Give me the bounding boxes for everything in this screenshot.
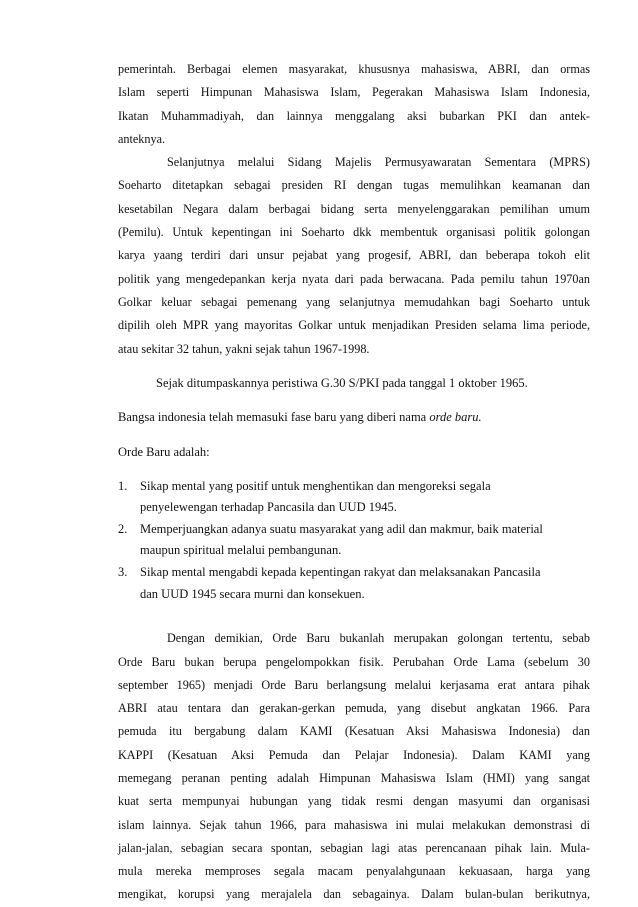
list-item-line: dan UUD 1945 secara murni dan konsekuen. (140, 586, 365, 601)
text-line: (Pemilu). Untuk kepentingan ini Soeharto dkk membentuk organisasi politik golongan (118, 225, 590, 240)
text-line: ABRI atau tentara dan gerakan-gerkan pemuda, yang disebut angkatan 1966. Para (118, 701, 590, 716)
text-line: mengikat, korupsi yang merajalela dan sebagainya. Dalam bulan-bulan berikutnya, (118, 887, 590, 902)
list-number: 3. (118, 565, 128, 580)
list-intro: Orde Baru adalah: (118, 444, 210, 459)
text-line: kesetabilan Negara dalam berbagai bidang serta menyelenggarakan pemilihan umum (118, 201, 590, 216)
text-line: Ikatan Muhammadiyah, dan lainnya menggalang aksi bubarkan PKI dan antek- (118, 108, 590, 123)
text-line: mula mereka memproses segala macam penyalahgunaan kekuasaan, harga yang (118, 864, 590, 879)
text-span: Bangsa indonesia telah memasuki fase baru yang diberi nama (118, 410, 427, 425)
italic-term: orde baru. (429, 410, 482, 425)
section-kami (118, 627, 590, 907)
text-line: dipilih oleh MPR yang mayoritas Golkar untuk menjadikan Presiden selama lima periode, (118, 318, 590, 333)
text-line: Soeharto ditetapkan sebagai presiden RI dengan tugas memulihkan keamanan dan (118, 178, 590, 193)
text-line: politik yang mengedepankan kerja nyata dari pada berwacana. Pada pemilu tahun 1970an (118, 271, 590, 286)
text-line: islam lainnya. Sejak tahun 1966, para mahasiswa ini mulai melakukan demonstrasi di (118, 817, 590, 832)
text-line: Sejak ditumpaskannya peristiwa G.30 S/PKI pada tanggal 1 oktober 1965. (156, 376, 528, 391)
text-line: pemuda itu bergabung dalam KAMI (Kesatuan Aksi Mahasiswa Indonesia) dan (118, 724, 590, 739)
text-line: kuat serta mempunyai hubungan yang tidak resmi dengan masyumi dan organisasi (118, 794, 590, 809)
text-line: Selanjutnya melalui Sidang Majelis Permusyawaratan Sementara (MPRS) (167, 155, 590, 170)
paragraph-gap (118, 605, 590, 627)
list-item-line: penyelewengan terhadap Pancasila dan UUD 1945. (140, 500, 397, 515)
definition-list (118, 476, 590, 606)
text-line: september 1965) menjadi Orde Baru berlangsung melalui kerjasama erat antara pihak (118, 677, 590, 692)
list-item-line: Sikap mental mengabdi kepada kepentingan rakyat dan melaksanakan Pancasila (140, 565, 541, 580)
list-item (118, 519, 590, 562)
list-item-line: Memperjuangkan adanya suatu masyarakat yang adil dan makmur, baik material (140, 521, 543, 536)
text-line: pemerintah. Berbagai elemen masyarakat, khususnya mahasiswa, ABRI, dan ormas (118, 62, 590, 76)
list-item-line: Sikap mental yang positif untuk menghentikan dan mengoreksi segala (140, 478, 491, 493)
list-item-line: maupun spiritual melalui pembangunan. (140, 543, 342, 558)
text-line: Dengan demikian, Orde Baru bukanlah merupakan golongan tertentu, sebab (167, 631, 590, 646)
text-line: anteknya. (118, 131, 166, 146)
section-orde-baru (118, 373, 590, 605)
text-line: Golkar keluar sebagai pemenang yang selanjutnya memudahkan bagi Soeharto untuk (118, 294, 590, 309)
text-line: atau sekitar 32 tahun, yakni sejak tahun 1967-1998. (118, 341, 370, 356)
section-mprs (118, 58, 590, 361)
text-line (118, 407, 590, 429)
list-item (118, 562, 590, 605)
list-number: 1. (118, 478, 128, 493)
text-line: jalan-jalan, sebagian secara spontan, sebagian lagi atas perencanaan pihak lain. Mula- (118, 840, 590, 855)
list-item (118, 476, 590, 519)
text-line: KAPPI (Kesatuan Aksi Pemuda dan Pelajar Indonesia). Dalam KAMI yang (118, 747, 590, 762)
document-page (118, 58, 590, 907)
text-line: karya yaang terdiri dari unsur pejabat yang progesif, ABRI, dan beberapa tokoh elit (118, 248, 590, 263)
text-line: Orde Baru bukan berupa pengelompokkan fisik. Perubahan Orde Lama (sebelum 30 (118, 654, 590, 669)
text-line: memegang peranan penting adalah Himpunan Mahasiswa Islam (HMI) yang sangat (118, 770, 590, 785)
list-number: 2. (118, 521, 128, 536)
text-line: Islam seperti Himpunan Mahasiswa Islam, Pegerakan Mahasiswa Islam Indonesia, (118, 85, 590, 100)
